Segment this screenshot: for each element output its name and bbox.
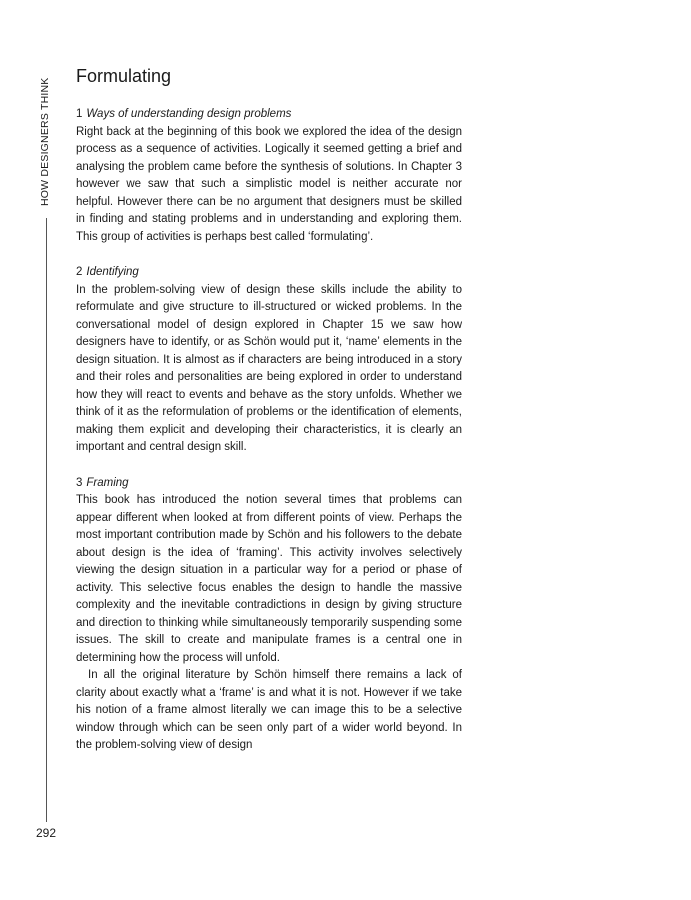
paragraph: In the problem-solving view of design these skills include the ability to reformulate and give structure to ill-structured or wicked problems. In the conversational model of design explored in Chapter 15 we saw how designers have to identify, or as Schön would put it, ‘name’ elements in the design situation. It is almost as if characters are being introduced in a story and their roles and personalities are being explored in order to understand how they will react to events and behave as the story unfolds. Whether we think of it as the reformulation of problems or the identification of elements, making them explicit and developing their characteristics, it is clearly an important and central design skill.: [76, 283, 462, 453]
page-number: 292: [36, 826, 57, 840]
section-2: [76, 264, 462, 457]
paragraph: This book has introduced the notion several times that problems can appear different when looked at from different points of view. Perhaps the most important contribution made by Schön and his followers to the debate about design is the idea of ‘framing’. This activity involves selectively viewing the design situation in a particular way for a period or phase of activity. This selective focus enables the design to handle the massive complexity and the inevitable contradictions in design by giving structure and direction to thinking while simultaneously temporarily suspending some issues. The skill to create and manipulate frames is a central one in determining how the process will unfold.: [76, 494, 462, 664]
margin-rule: [46, 218, 47, 822]
section-heading: [76, 106, 462, 124]
paragraph: In all the original literature by Schön himself there remains a lack of clarity about exactly what a ‘frame’ is and what it is not. However if we take his notion of a frame almost literally we can image this to be a selective window through which can be seen only part of a wider world beyond. In the problem-solving view of design: [76, 669, 462, 751]
section-number: 2: [76, 266, 83, 278]
section-title: Identifying: [86, 266, 139, 278]
section-3: [76, 475, 462, 755]
running-head: [38, 66, 53, 206]
section-number: 1: [76, 108, 83, 120]
section-number: 3: [76, 476, 83, 489]
section-title: Ways of understanding design problems: [86, 108, 292, 120]
section-title: Framing: [86, 476, 129, 489]
section-heading: [76, 264, 462, 282]
section-1: [76, 106, 462, 246]
section-heading: [76, 475, 462, 493]
chapter-title: Formulating: [76, 66, 172, 86]
running-head-text: HOW DESIGNERS THINK: [39, 77, 51, 206]
paragraph: Right back at the beginning of this book we explored the idea of the design process as a sequence of activities. Logically it seemed getting a brief and analysing the problem came before the synthesis of solutions. In Chapter 3 however we saw that such a simplistic model is neither accurate nor helpful. However there can be no argument that designers must be skilled in finding and stating problems and in understanding and exploring them. This group of activities is perhaps best called ‘formulating’.: [76, 125, 462, 243]
page-body: [76, 64, 462, 773]
